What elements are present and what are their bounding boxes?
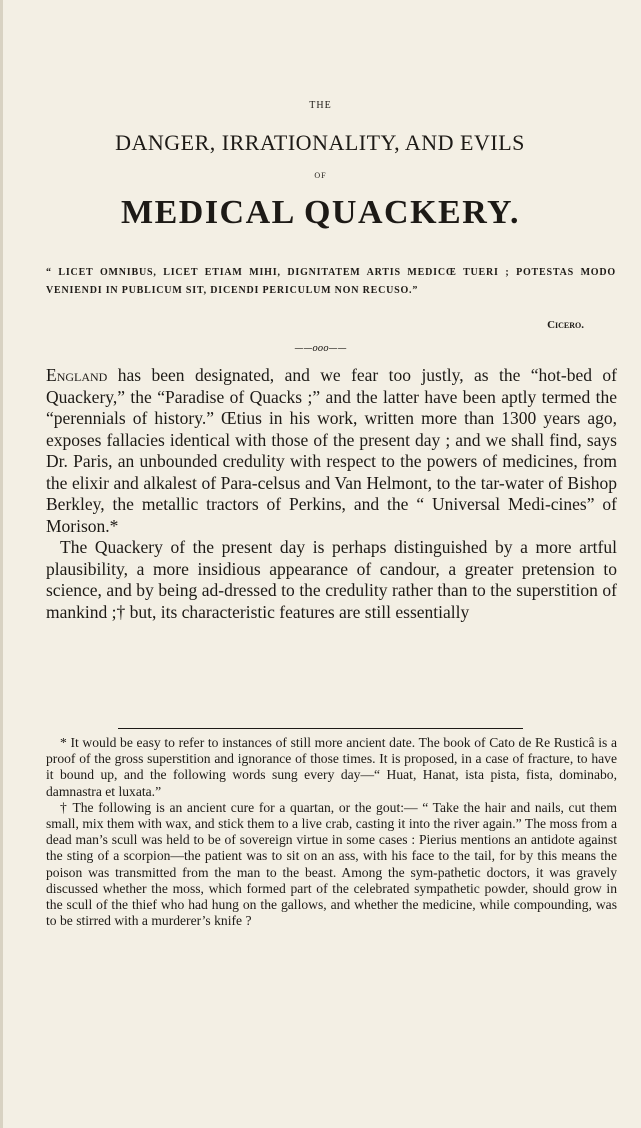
title-of: OF: [314, 171, 327, 180]
epigraph-latin: “ LICET OMNIBUS, LICET ETIAM MIHI, DIGNITATEM ARTIS MEDICŒ TUERI ; POTESTAS MODO VENIENDI IN PUBLICUM SIT, DICENDI PERICULUM NON RECUSO.”: [46, 267, 616, 296]
title-the: THE: [309, 100, 332, 111]
paragraph-1-text: has been designated, and we fear too justly, as the “hot-bed of Quackery,” the “Paradise of Quacks ;” and the latter have been aptly termed the “perennials of history.” Œtius in his work, written more than 1300 years ago, exposes fallacies identical with those of the present day ; and we shall find, says Dr. Paris, an unbounded credulity with respect to the powers of medicines, from the elixir and alkalest of Para-celsus and Van Helmont, to the tar-water of Bishop Berkley, the metallic tractors of Perkins, and the “ Universal Medi-cines” of Morison.*: [46, 365, 617, 536]
footnotes: [46, 735, 617, 929]
epigraph-attribution: Cicero.: [547, 319, 584, 331]
paragraph-2: The Quackery of the present day is perhaps distinguished by a more artful plausibility, a more insidious appearance of candour, a greater pretension to science, and by being ad-dressed to the credulity rather than to the superstition of mankind ;† but, its characteristic features are still essentially: [46, 537, 617, 622]
main-text: [46, 365, 617, 623]
footnote-2: † The following is an ancient cure for a quartan, or the gout:— “ Take the hair and nails, cut them small, mix them with wax, and stick them to a live crab, casting it into the river again.” The moss from a dead man’s scull was held to be of sovereign virtue in some cases : Pierius mentions an antidote against the sting of a scorpion—the patient was to sit on an ass, with his face to the tail, for by this means the poison was transmitted from the man to the beast. Among the sym-pathetic doctors, it was gravely discussed whether the moss, which formed part of the celebrated sympathetic powder, should grow in the scull of the thief who had hung on the gallows, and whether the medicine, while compounding, was to be stirred with a murderer’s knife ?: [46, 799, 617, 929]
title-line-2: MEDICAL QUACKERY.: [121, 194, 520, 231]
title-line-1: DANGER, IRRATIONALITY, AND EVILS: [115, 130, 525, 155]
ornament-separator: ——ooo——: [294, 344, 347, 354]
paragraph-1: [46, 365, 617, 537]
page-edge: [0, 0, 3, 1128]
footnote-1: * It would be easy to refer to instances of still more ancient date. The book of Cato de Re Rusticâ is a proof of the gross superstition and ignorance of those times. It is proposed, in a case of fracture, to have it bound up, and the following words sung every day—“ Huat, Hanat, ista pista, fista, dominabo, damnastra et luxata.”: [46, 735, 617, 799]
paragraph-lead-word: England: [46, 365, 108, 385]
footnote-divider: [118, 728, 523, 729]
